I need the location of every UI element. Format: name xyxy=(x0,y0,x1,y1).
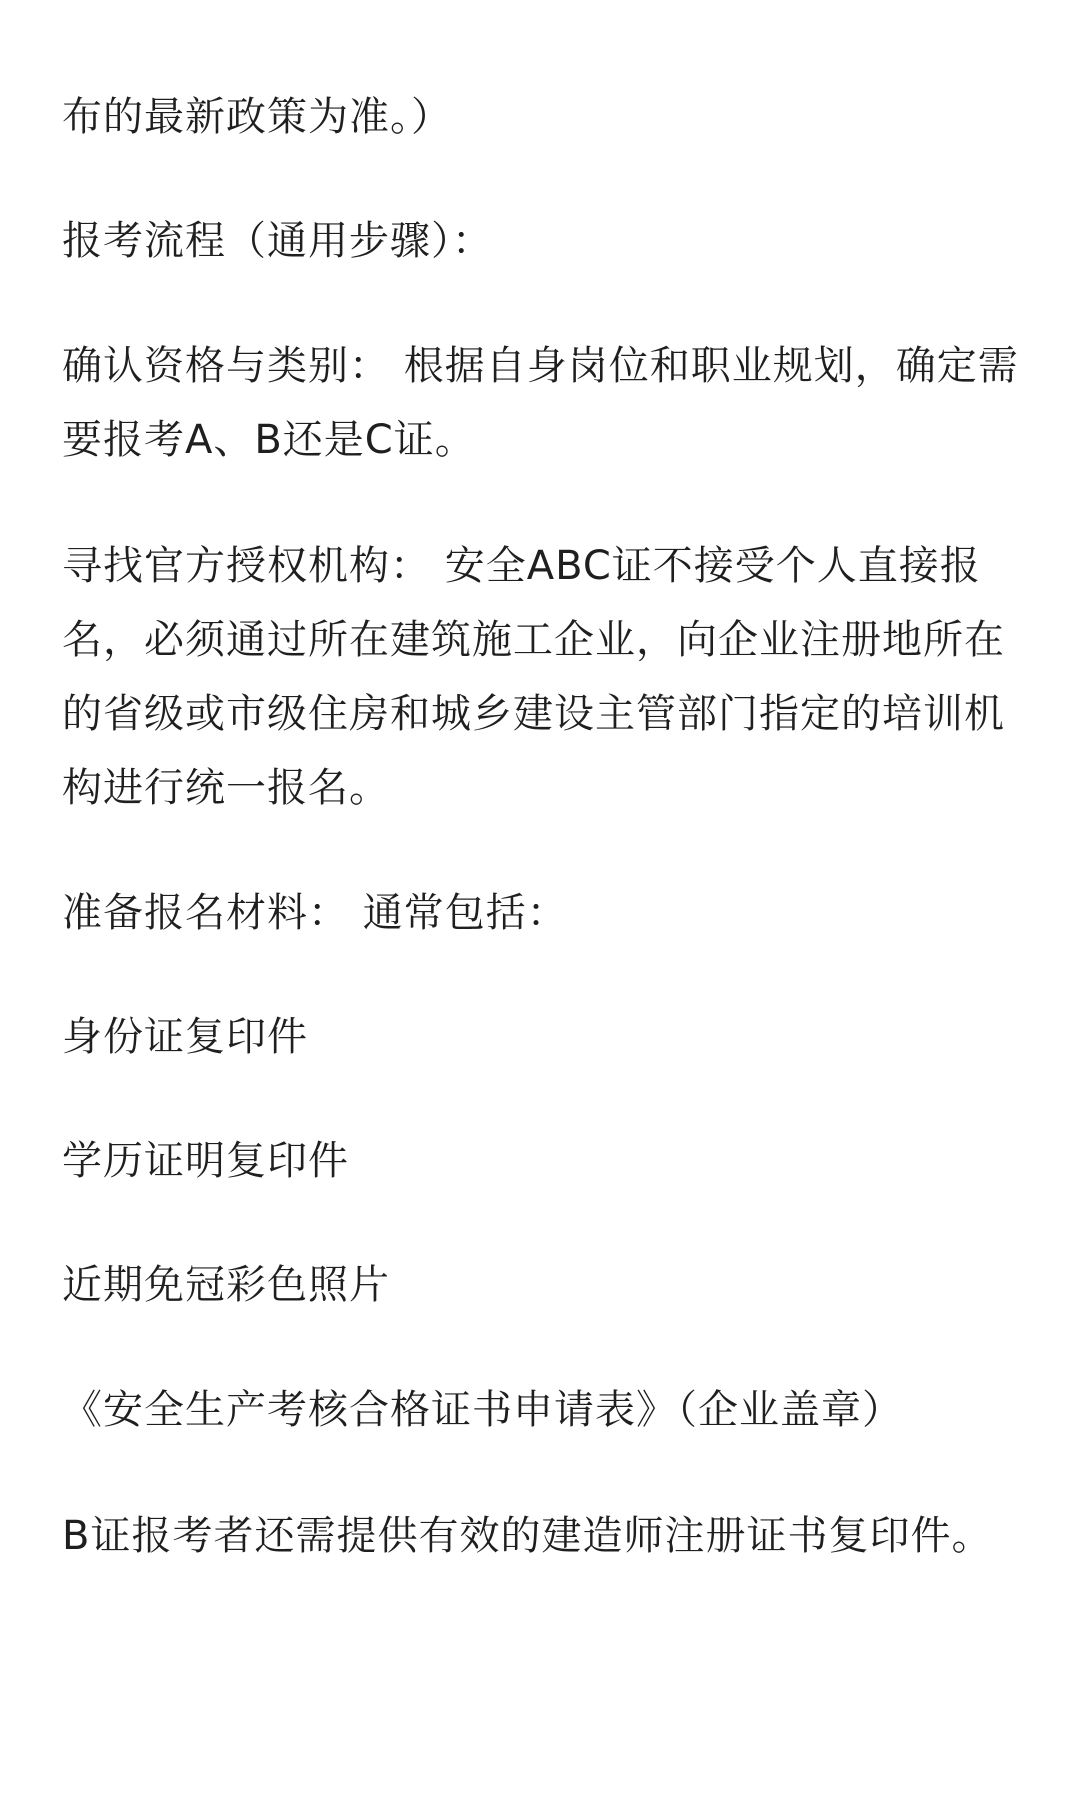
list-item-application-form: 《安全生产考核合格证书申请表》（企业盖章） xyxy=(62,1387,903,1433)
list-item-education-copy: 学历证明复印件 xyxy=(62,1138,349,1184)
paragraph-find-institution: 寻找官方授权机构： 安全ABC证不接受个人直接报名，必须通过所在建筑施工企业，向企业注册地所在的省级或市级住房和城乡建设主管部门指定的培训机构进行统一报名。 xyxy=(62,543,1005,811)
list-item-b-certificate-note: B证报考者还需提供有效的建造师注册证书复印件。 xyxy=(62,1513,993,1559)
list-item-id-copy: 身份证复印件 xyxy=(62,1014,308,1060)
paragraph-prepare-materials: 准备报名材料： 通常包括： xyxy=(62,890,568,936)
paragraph-confirm-eligibility: 确认资格与类别： 根据自身岗位和职业规划，确定需要报考A、B还是C证。 xyxy=(62,343,1019,463)
paragraph-process-heading: 报考流程（通用步骤）： xyxy=(62,218,493,264)
paragraph-policy-note: 布的最新政策为准。） xyxy=(62,94,452,140)
list-item-photo: 近期免冠彩色照片 xyxy=(62,1262,390,1308)
